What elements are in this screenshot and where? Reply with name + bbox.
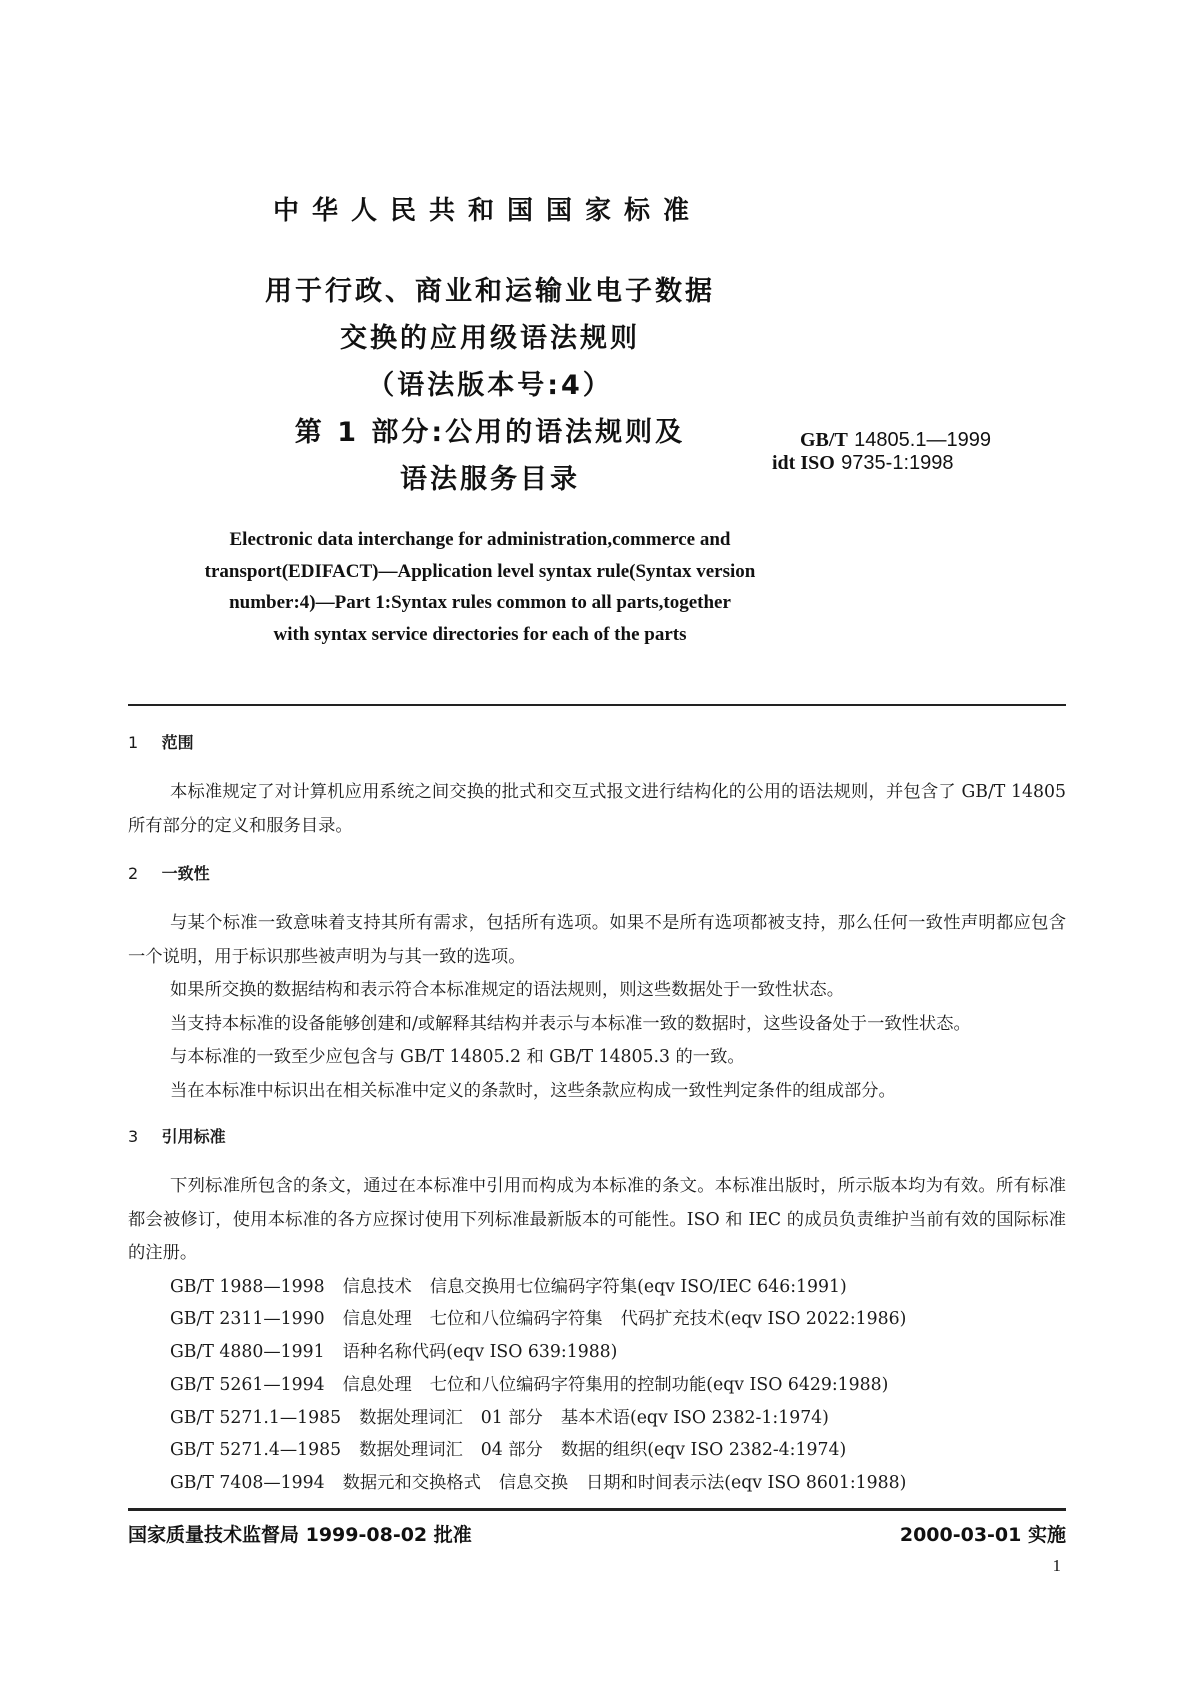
reference-item	[128, 1336, 1066, 1369]
approval-date: 国家质量技术监督局 1999-08-02 批准	[128, 1524, 472, 1546]
reference-part: 信息处理	[342, 1374, 412, 1395]
paragraph: 如果所交换的数据结构和表示符合本标准规定的语法规则，则这些数据处于一致性状态。	[170, 980, 844, 1000]
en-title-line: transport(EDIFACT)—Application level syntax rule(Syntax version	[204, 560, 756, 582]
section-number: 2	[128, 864, 139, 883]
idt-code: 9735-1:1998	[841, 452, 954, 474]
reference-item	[128, 1467, 1066, 1500]
paragraph: 当支持本标准的设备能够创建和/或解释其结构并表示与本标准一致的数据时，这些设备处于一致性状态。	[170, 1013, 971, 1034]
header-divider	[128, 704, 1066, 706]
section-heading	[128, 728, 1066, 758]
reference-code: GB/T 7408—1994	[170, 1473, 325, 1494]
reference-code: GB/T 5261—1994	[170, 1374, 325, 1395]
implementation-date: 2000-03-01 实施	[899, 1524, 1066, 1546]
reference-part: 日期和时间表示法(eqv ISO 8601:1988)	[586, 1473, 907, 1494]
title-line: （语法版本号:4）	[367, 370, 613, 401]
reference-code: GB/T 2311—1990	[170, 1309, 325, 1330]
reference-part: 七位和八位编码字符集用的控制功能(eqv ISO 6429:1988)	[429, 1374, 889, 1395]
reference-item	[128, 1303, 1066, 1336]
reference-code: GB/T 5271.4—1985	[170, 1440, 342, 1461]
section-title: 一致性	[161, 864, 210, 883]
section-number: 1	[128, 733, 139, 752]
reference-part: 基本术语(eqv ISO 2382-1:1974)	[560, 1407, 829, 1428]
standard-code: 14805.1—1999	[854, 429, 991, 451]
paragraph: 当在本标准中标识出在相关标准中定义的条款时，这些条款应构成一致性判定条件的组成部分。	[170, 1080, 896, 1101]
section-title: 范围	[161, 733, 194, 752]
title-line: 第 1 部分:公用的语法规则及	[294, 417, 686, 448]
reference-part: 01 部分	[480, 1407, 543, 1428]
reference-code: GB/T 1988—1998	[170, 1276, 325, 1297]
reference-part: 信息交换	[498, 1473, 568, 1494]
title-line: 语法服务目录	[400, 464, 580, 495]
standard-number	[772, 428, 991, 474]
reference-part: 代码扩充技术(eqv ISO 2022:1986)	[620, 1309, 907, 1330]
page-number: 1	[1052, 1556, 1061, 1575]
national-standard-heading: 中华人民共和国国家标准	[272, 196, 702, 226]
en-title-line: with syntax service directories for each of the parts	[273, 623, 687, 645]
reference-part: 数据的组织(eqv ISO 2382-4:1974)	[560, 1440, 847, 1461]
en-title-line: Electronic data interchange for administration,commerce and	[229, 529, 731, 550]
footer-divider	[128, 1508, 1066, 1511]
title-line: 用于行政、商业和运输业电子数据	[265, 276, 715, 307]
paragraph: 与本标准的一致至少应包含与 GB/T 14805.2 和 GB/T 14805.3 的一致。	[170, 1047, 745, 1067]
reference-part: 数据处理词汇	[359, 1407, 463, 1428]
title-line: 交换的应用级语法规则	[340, 323, 640, 354]
reference-part: 七位和八位编码字符集	[429, 1309, 603, 1330]
reference-item	[128, 1434, 1066, 1467]
reference-part: 信息交换用七位编码字符集(eqv ISO/IEC 646:1991)	[429, 1276, 847, 1297]
section-number: 3	[128, 1127, 139, 1146]
section-heading	[128, 859, 1066, 889]
section-heading	[128, 1122, 1066, 1152]
document-body	[128, 728, 1066, 1500]
standard-prefix: GB/T	[800, 429, 848, 451]
reference-item	[128, 1402, 1066, 1435]
reference-code: GB/T 4880—1991	[170, 1342, 325, 1363]
reference-part: 信息技术	[342, 1276, 412, 1297]
document-title-cn	[200, 268, 780, 503]
section-title: 引用标准	[161, 1127, 226, 1146]
paragraph: 下列标准所包含的条文，通过在本标准中引用而构成为本标准的条文。本标准出版时，所示版本均为有效。所有标准都会被修订，使用本标准的各方应探讨使用下列标准最新版本的可能性。ISO 和 IEC 的成员负责维护当前有效的国际标准的注册。	[128, 1176, 1066, 1263]
reference-item	[128, 1369, 1066, 1402]
reference-part: 信息处理	[342, 1309, 412, 1330]
document-title-en	[150, 524, 810, 650]
reference-code: GB/T 5271.1—1985	[170, 1407, 342, 1428]
reference-part: 数据元和交换格式	[342, 1473, 481, 1494]
reference-part: 语种名称代码(eqv ISO 639:1988)	[342, 1342, 618, 1363]
paragraph: 本标准规定了对计算机应用系统之间交换的批式和交互式报文进行结构化的公用的语法规则，并包含了 GB/T 14805 所有部分的定义和服务目录。	[128, 782, 1066, 836]
reference-item	[128, 1271, 1066, 1304]
reference-part: 04 部分	[480, 1440, 543, 1461]
reference-part: 数据处理词汇	[359, 1440, 463, 1461]
normative-references-list	[128, 1271, 1066, 1501]
paragraph: 与某个标准一致意味着支持其所有需求，包括所有选项。如果不是所有选项都被支持，那么任何一致性声明都应包含一个说明，用于标识那些被声明为与其一致的选项。	[128, 913, 1066, 967]
en-title-line: number:4)—Part 1:Syntax rules common to all parts,together	[229, 592, 731, 613]
idt-prefix: idt ISO	[772, 452, 835, 474]
